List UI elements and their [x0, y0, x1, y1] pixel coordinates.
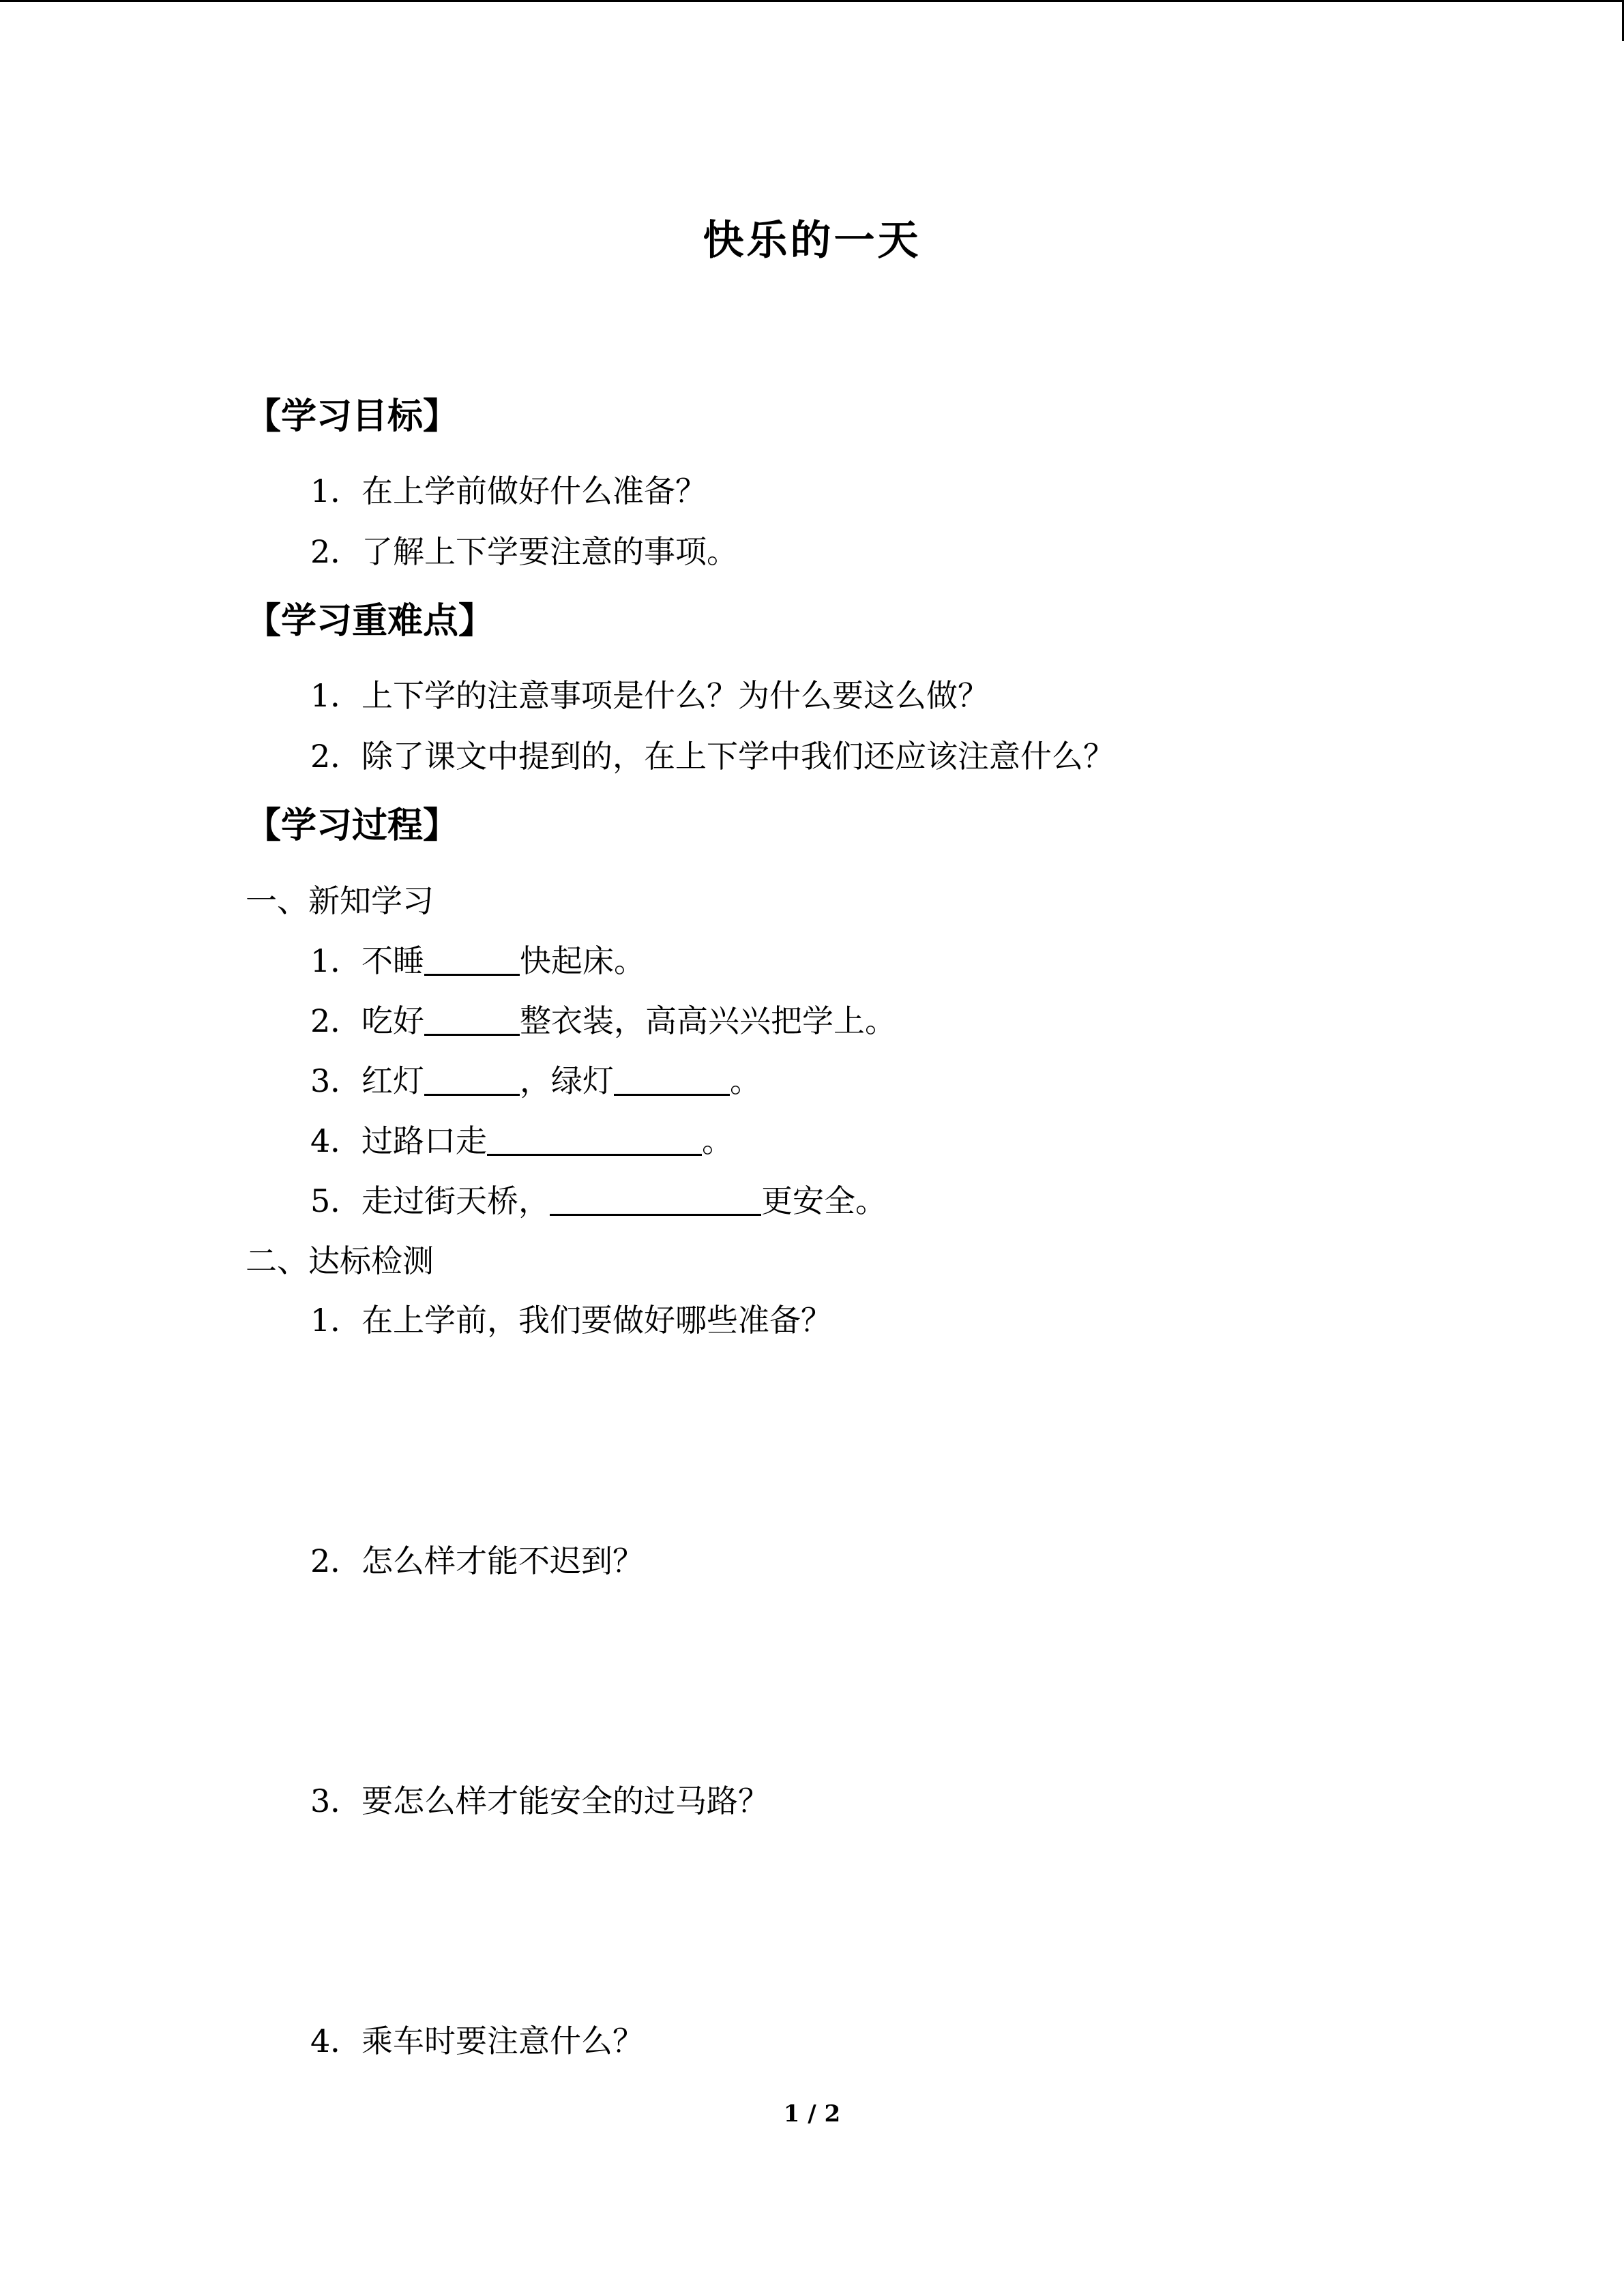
- goal-item: [310, 475, 707, 507]
- fill-item: [310, 1182, 887, 1219]
- item-number: 1．: [310, 942, 362, 979]
- fill-item: [310, 1122, 733, 1159]
- item-number: 2．: [310, 738, 362, 775]
- item-number: 4．: [310, 2023, 362, 2059]
- item-number: 1．: [310, 677, 362, 714]
- item-text: 怎么样才能不迟到？: [361, 1542, 644, 1579]
- item-text: 上下学的注意事项是什么？为什么要这么做？: [361, 677, 989, 714]
- section-label-assessment: 二、达标检测: [246, 1242, 434, 1279]
- key-point-item: [310, 738, 1114, 775]
- fill-item: [310, 942, 645, 979]
- item-text: 不睡: [361, 942, 424, 979]
- item-text: 了解上下学要注意的事项。: [361, 533, 738, 570]
- item-text: 更安全。: [761, 1182, 887, 1219]
- fill-blank[interactable]: [424, 1067, 520, 1096]
- question-item: [310, 1542, 644, 1579]
- question-item: [310, 2025, 644, 2057]
- fill-blank[interactable]: [614, 1067, 730, 1096]
- item-number: 2．: [310, 1542, 362, 1579]
- item-text: 过路口走: [361, 1122, 487, 1159]
- item-number: 2．: [310, 1002, 362, 1039]
- item-text: 快起床。: [520, 942, 645, 979]
- fill-blank[interactable]: [487, 1127, 702, 1156]
- item-number: 2．: [310, 533, 362, 570]
- item-number: 4．: [310, 1122, 362, 1159]
- goals-heading: 【学习目标】: [246, 396, 459, 437]
- page-number: 1 / 2: [783, 2100, 841, 2128]
- section-label-new-knowledge: 一、新知学习: [246, 882, 434, 919]
- item-text: 走过街天桥，: [361, 1182, 550, 1219]
- item-text: 除了课文中提到的，在上下学中我们还应该注意什么？: [361, 738, 1114, 775]
- item-text: 在上学前，我们要做好哪些准备？: [361, 1302, 832, 1339]
- page-title: 快乐的一天: [703, 217, 921, 265]
- item-number: 1．: [310, 1302, 362, 1339]
- item-number: 1．: [310, 473, 362, 509]
- fill-blank[interactable]: [550, 1187, 761, 1216]
- item-text: 要怎么样才能安全的过马路？: [361, 1783, 769, 1819]
- fill-blank[interactable]: [424, 1007, 520, 1036]
- goal-item: [310, 533, 738, 570]
- key-point-item: [310, 677, 989, 714]
- key-points-heading: 【学习重难点】: [246, 600, 494, 642]
- fill-blank[interactable]: [424, 946, 520, 976]
- fill-item: [310, 1062, 761, 1099]
- item-text: 。: [730, 1062, 761, 1099]
- item-text: 整衣装，高高兴兴把学上。: [520, 1002, 896, 1039]
- question-item: [310, 1302, 832, 1339]
- item-text: 乘车时要注意什么？: [361, 2023, 644, 2059]
- item-text: ，绿灯: [520, 1062, 614, 1099]
- question-item: [310, 1785, 769, 1817]
- item-number: 3．: [310, 1062, 362, 1099]
- item-text: 。: [702, 1122, 733, 1159]
- item-text: 红灯: [361, 1062, 424, 1099]
- item-number: 3．: [310, 1783, 362, 1819]
- item-text: 吃好: [361, 1002, 424, 1039]
- item-text: 在上学前做好什么准备？: [361, 473, 707, 509]
- page-top-border: [0, 0, 1624, 2]
- process-heading: 【学习过程】: [246, 805, 459, 846]
- item-number: 5．: [310, 1182, 362, 1219]
- fill-item: [310, 1002, 896, 1039]
